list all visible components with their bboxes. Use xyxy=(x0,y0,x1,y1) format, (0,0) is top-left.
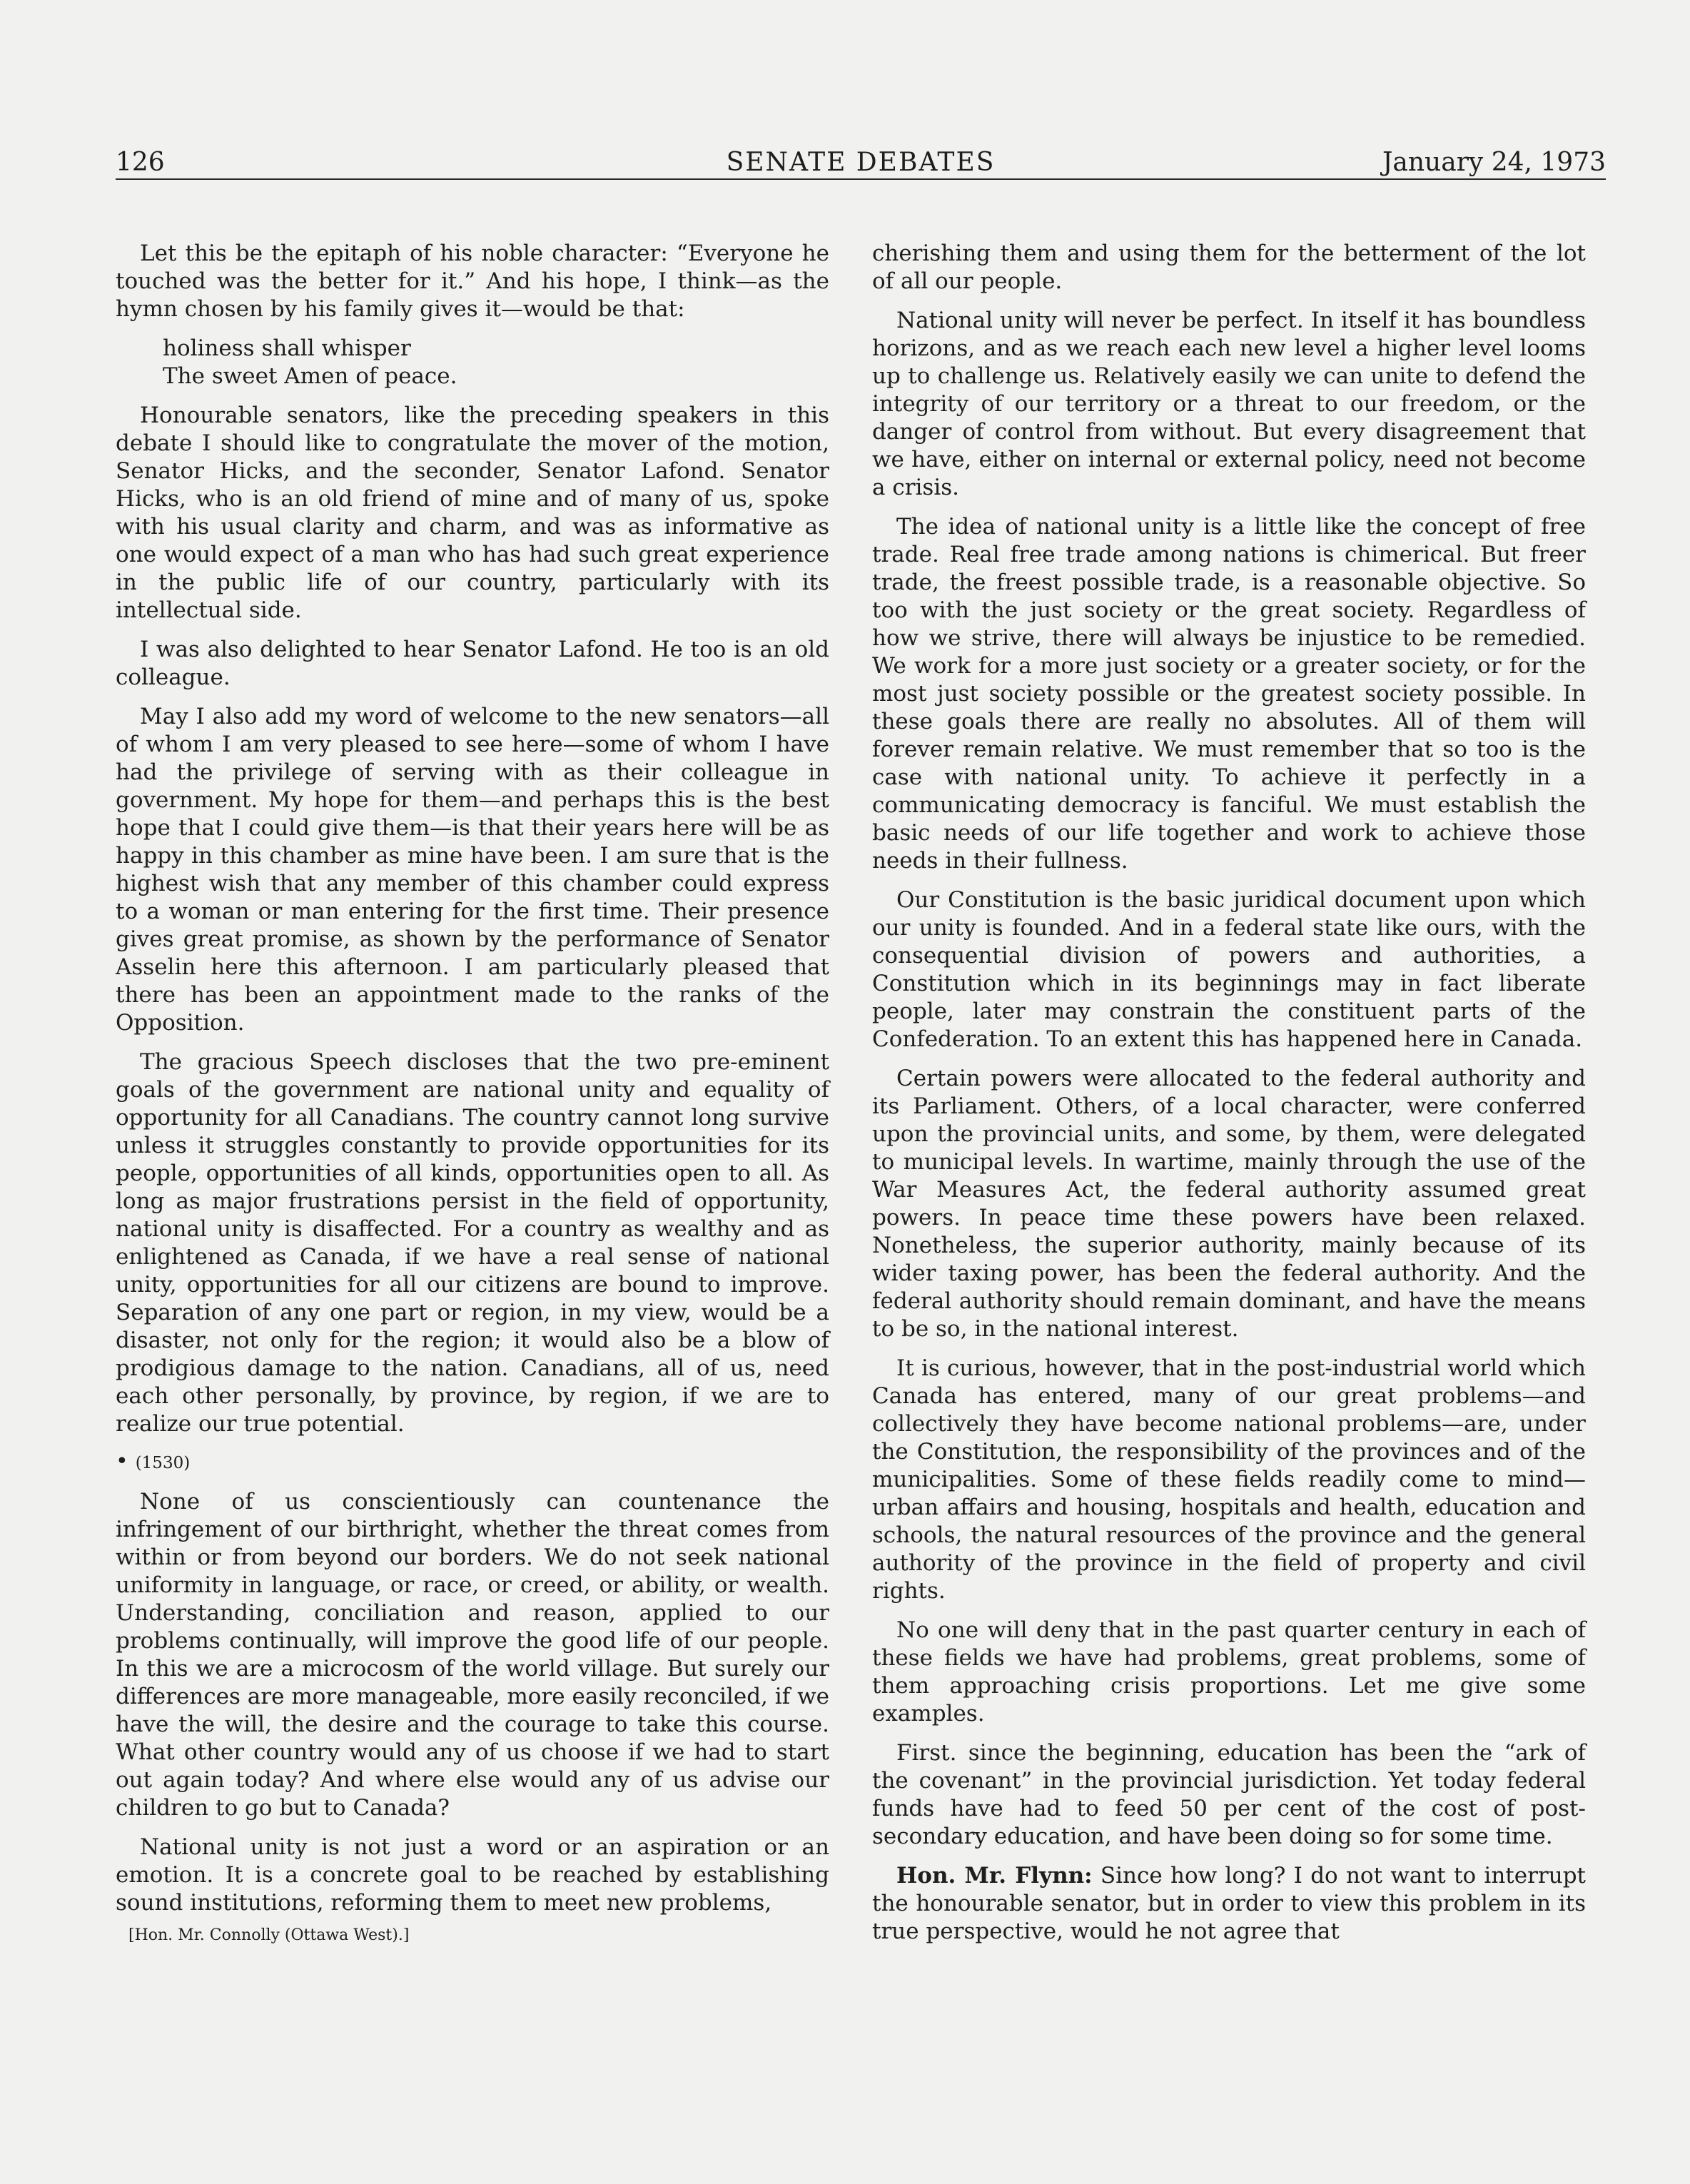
paragraph: It is curious, however, that in the post-industrial world which Canada has entered, many of our great problems—and collectively they have become national problems—are, under the Constitution, the responsibility of the provinces and of the municipalities. Some of these fields readily come to mind—urban affairs and housing, hospitals and health, education and schools, the natural resources of the province and the general authority of the province in the field of property and civil rights. xyxy=(872,1355,1586,1604)
paragraph: I was also delighted to hear Senator Lafond. He too is an old colleague. xyxy=(116,637,829,690)
paragraph: The gracious Speech discloses that the two pre-eminent goals of the government are national unity and equality of opportunity for all Canadians. The country cannot long survive unless it struggles constantly to provide opportunities for its people, opportunities of all kinds, opportunities open to all. As long as major frustrations persist in the field of opportunity, national unity is disaffected. For a country as wealthy and as enlightened as Canada, if we have a real sense of national unity, opportunities for all our citizens are bound to improve. Separation of any one part or region, in my view, would be a disaster, not only for the region; it would also be a blow of prodigious damage to the nation. Canadians, all of us, need each other personally, by province, by region, if we are to realize our true potential. xyxy=(116,1049,829,1437)
paragraph: May I also add my word of welcome to the new senators—all of whom I am very pleased to see here—some of whom I have had the privilege of serving with as their colleague in government. My hope for them—and perhaps this is the best hope that I could give them—is that their years here will be as happy in this chamber as mine have been. I am sure that is the highest wish that any member of this chamber could express to a woman or man entering for the first time. Their presence gives great promise, as shown by the performance of Senator Asselin here this afternoon. I am particularly pleased that there has been an appointment made to the ranks of the Opposition. xyxy=(116,704,829,1036)
speaker-text: Since how long? I do not want to interrupt the honourable senator, but in order to view this problem in its true perspective, would he not agree that xyxy=(872,1863,1587,1944)
paragraph: National unity is not just a word or an aspiration or an emotion. It is a concrete goal to be reached by establishing sound institutions, reforming them to meet new problems, xyxy=(116,1834,829,1916)
bullet-icon: • xyxy=(116,1449,128,1474)
page-date: January 24, 1973 xyxy=(1382,148,1606,177)
paragraph: Certain powers were allocated to the federal authority and its Parliament. Others, of a local character, were conferred upon the provincial units, and some, by them, were delegated to municipal levels. In wartime, mainly through the use of the War Measures Act, the federal authority assumed great powers. In peace time these powers have been relaxed. Nonetheless, the superior authority, mainly because of its wider taxing power, has been the federal authority. And the federal authority should remain dominant, and have the means to be so, in the national interest. xyxy=(872,1066,1586,1342)
verse-quote xyxy=(116,335,829,390)
speaker-name: Hon. Mr. Flynn: xyxy=(896,1863,1093,1889)
paragraph: Let this be the epitaph of his noble character: “Everyone he touched was the better for it.” And his hope, I think—as the hymn chosen by his family gives it—would be that: xyxy=(116,241,829,322)
left-column xyxy=(116,240,829,1928)
verse-line: The sweet Amen of peace. xyxy=(163,363,457,389)
time-marker xyxy=(116,1451,829,1474)
paragraph: None of us conscientiously can countenance the infringement of our birthright, whether the threat comes from within or from beyond our borders. We do not seek national uniformity in language, or race, or creed, or ability, or wealth. Understanding, conciliation and reason, applied to our problems continually, will improve the good life of our people. In this we are a microcosm of the world village. But surely our differences are more manageable, more easily reconciled, if we have the will, the desire and the courage to take this course. What other country would any of us choose if we had to start out again today? And where else would any of us advise our children to go but to Canada? xyxy=(116,1489,829,1821)
speaker-attribution: [Hon. Mr. Connolly (Ottawa West).] xyxy=(128,1926,410,1944)
right-column xyxy=(872,240,1586,1957)
paragraph: cherishing them and using them for the betterment of the lot of all our people. xyxy=(872,241,1586,294)
paragraph: Our Constitution is the basic juridical document upon which our unity is founded. And in a federal state like ours, with the consequential division of powers and authorities, a Constitution which in its beginnings may in fact liberate people, later may constrain the constituent parts of the Confederation. To an extent this has happened here in Canada. xyxy=(872,887,1586,1052)
paragraph: National unity will never be perfect. In itself it has boundless horizons, and as we reach each new level a higher level looms up to challenge us. Relatively easily we can unite to defend the integrity of our territory or a threat to our freedom, or the danger of control from without. But every disagreement that we have, either on internal or external policy, need not become a crisis. xyxy=(872,308,1586,500)
paragraph: First. since the beginning, education has been the “ark of the covenant” in the provincial jurisdiction. Yet today federal funds have had to feed 50 per cent of the cost of post-secondary education, and have been doing so for some time. xyxy=(872,1740,1586,1849)
page-header xyxy=(116,146,1606,180)
page-number: 126 xyxy=(116,148,165,177)
time-marker-label: (1530) xyxy=(135,1454,191,1472)
publication-title: SENATE DEBATES xyxy=(726,148,996,177)
paragraph: No one will deny that in the past quarter century in each of these fields we have had problems, great problems, some of them approaching crisis proportions. Let me give some examples. xyxy=(872,1617,1586,1727)
speaker-paragraph xyxy=(872,1862,1586,1946)
paragraph: Honourable senators, like the preceding speakers in this debate I should like to congratulate the mover of the motion, Senator Hicks, and the seconder, Senator Lafond. Senator Hicks, who is an old friend of mine and of many of us, spoke with his usual clarity and charm, and was as informative as one would expect of a man who has had such great experience in the public life of our country, particularly with its intellectual side. xyxy=(116,403,829,623)
verse-line: holiness shall whisper xyxy=(163,335,411,361)
paragraph: The idea of national unity is a little like the concept of free trade. Real free trade among nations is chimerical. But freer trade, the freest possible trade, is a reasonable objective. So too with the just society or the great society. Regardless of how we strive, there will always be injustice to be remedied. We work for a more just society or a greater society, or for the most just society possible or the greatest society possible. In these goals there are really no absolutes. All of them will forever remain relative. We must remember that so too is the case with national unity. To achieve it perfectly in a communicating democracy is fanciful. We must establish the basic needs of our life together and work to achieve those needs in their fullness. xyxy=(872,514,1586,874)
